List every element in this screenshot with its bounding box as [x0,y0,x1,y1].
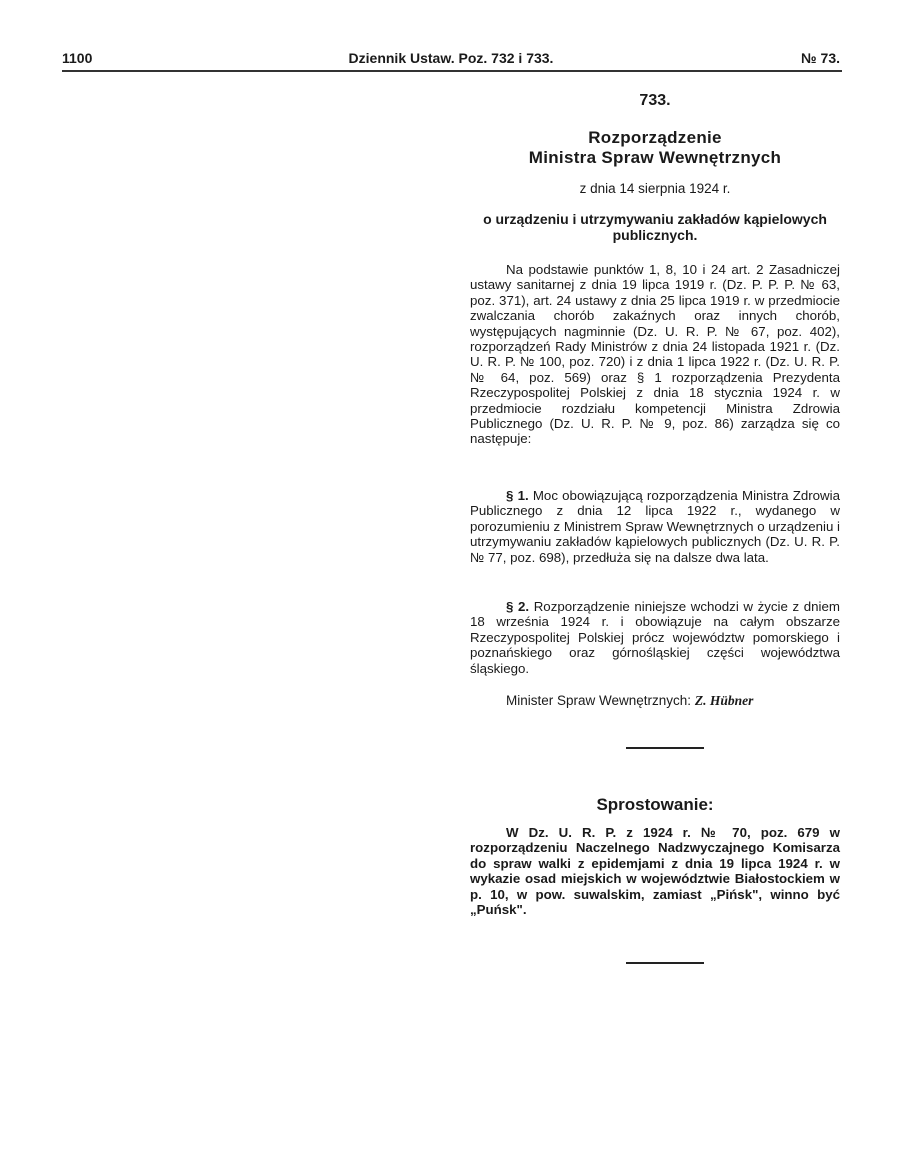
preamble: Na podstawie punktów 1, 8, 10 i 24 art. 2 Zasadniczej ustawy sanitarnej z dnia 19 lipca 1919 r. (Dz. P. P. P. № 63, poz. 371), art. 24 ustawy z dnia 25 lipca 1919 r. w przedmiocie zwalczania chorób zakaźnych oraz innych chorób, występujących nagminnie (Dz. U. R. P. № 67, poz. 402), rozporządzeń Rady Ministrów z dnia 24 listopada 1921 r. (Dz. U. R. P. № 100, poz. 720) i z dnia 1 lipca 1922 r. (Dz. U. R. P. № 64, poz. 569) oraz § 1 rozporządzenia Prezydenta Rzeczypospolitej Polskiej z dnia 18 stycznia 1924 r. w przedmiocie rozdziału kompetencji Ministra Zdrowia Publicznego (Dz. U. R. P. № 9, poz. 86) zarządza się co następuje: [470,262,840,447]
act-subject: o urządzeniu i utrzymywaniu zakładów kąpielowych publicznych. [483,211,827,243]
journal-title: Dziennik Ustaw. Poz. 732 i 733. [348,50,554,66]
section-2-text: Rozporządzenie niniejsze wchodzi w życie z dniem 18 września 1924 r. i obowiązuje na całym obszarze Rzeczypospolitej Polskiej prócz województw pomorskiego i poznańskiego oraz górnośląskiej części województwa śląskiego. [470,599,840,676]
signature-role: Minister Spraw Wewnętrznych: [506,693,692,708]
page-header [62,50,840,70]
end-divider [626,962,704,964]
section-1-label: § 1. [506,488,529,503]
correction-text: W Dz. U. R. P. z 1924 r. № 70, poz. 679 w rozporządzeniu Naczelnego Nadzwyczajnego Komisarza do spraw walki z epidemjami z dnia 19 lipca 1924 r. w wykazie osad miejskich w województwie Białostockiem w p. 10, w pow. suwalskim, zamiast „Pińsk", winno być „Puńsk". [470,825,840,918]
signature [470,693,840,708]
act-date: z dnia 14 sierpnia 1924 r. [579,181,731,196]
page-number: 1100 [62,50,93,66]
issue-number: № 73. [801,50,840,66]
section-1 [470,488,840,565]
section-2-label: § 2. [506,599,530,614]
section-divider [626,747,704,749]
section-1-text: Moc obowiązującą rozporządzenia Ministra Zdrowia Publicznego z dnia 12 lipca 1922 r., wydanego w porozumieniu z Ministrem Spraw Wewnętrznych o urządzeniu i utrzymywaniu zakładów kąpielowych publicznych (Dz. U. R. P. № 77, poz. 698), przedłuża się na dalsze dwa lata. [470,488,841,565]
act-title [470,128,840,168]
signature-name: Z. Hübner [694,693,754,708]
act-title-line1: Rozporządzenie [588,128,722,147]
act-title-line2: Ministra Spraw Wewnętrznych [528,148,782,167]
header-rule [62,70,842,72]
position-number: 733. [639,92,671,109]
section-2 [470,599,840,676]
correction-heading: Sprostowanie: [596,795,714,814]
